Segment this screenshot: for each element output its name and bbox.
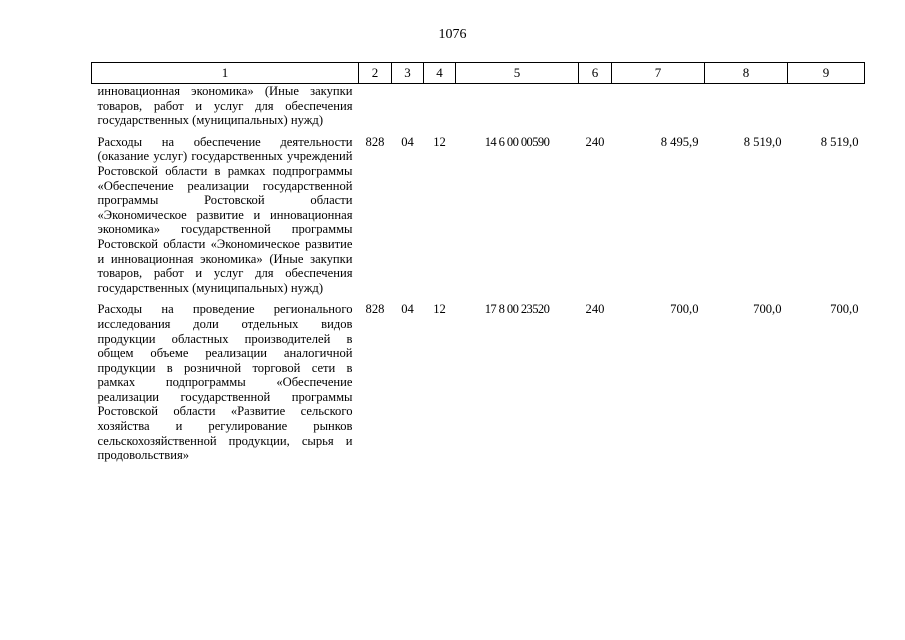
target-item-code: 14 6 00 00590 xyxy=(484,134,550,149)
ministry-code: 828 xyxy=(365,302,385,317)
ministry-code xyxy=(359,84,392,135)
column-header: 6 xyxy=(579,63,612,84)
amount-year-3 xyxy=(788,84,865,135)
table-row xyxy=(92,302,865,470)
amount-year-3: 8 519,0 xyxy=(820,134,859,149)
amount-year-1: 700,0 xyxy=(670,302,699,317)
column-header: 4 xyxy=(424,63,456,84)
section-code: 04 xyxy=(401,302,414,317)
column-header: 9 xyxy=(788,63,865,84)
page-number: 1076 xyxy=(438,27,467,42)
column-header: 7 xyxy=(612,63,705,84)
table-row xyxy=(92,84,865,135)
subsection-code: 12 xyxy=(433,134,446,149)
row-description: инновационная экономика» (Иные закупки товаров, работ и услуг для обеспечения государственных (муниципальных) нужд) xyxy=(97,84,353,128)
expense-type-code xyxy=(579,84,612,135)
section-code: 04 xyxy=(401,134,414,149)
row-description: Расходы на проведение регионального исследования доли отдельных видов продукции областных производителей в общем объеме реализации аналогичной продукции в розничной торговой сети в рамках подпрограммы «Обеспечение реализации государственной программы Ростовской области «Развитие сельского хозяйства и регулирование рынков сельскохозяйственной продукции, сырья и продовольствия» xyxy=(97,302,353,463)
subsection-code: 12 xyxy=(433,302,446,317)
expense-type-code: 240 xyxy=(585,134,605,149)
amount-year-1 xyxy=(612,84,705,135)
ministry-code: 828 xyxy=(365,134,385,149)
expense-type-code: 240 xyxy=(585,302,605,317)
budget-table xyxy=(91,62,865,470)
table-row xyxy=(92,135,865,303)
amount-year-2: 8 519,0 xyxy=(743,134,782,149)
row-description: Расходы на обеспечение деятельности (оказание услуг) государственных учреждений Ростовской области в рамках подпрограммы «Обеспечение реализации государственной программы Ростовской области «Экономическое развитие и инновационная экономика» государственной программы Ростовской области «Экономическое развитие и инновационная экономика» (Иные закупки товаров, работ и услуг для обеспечения государственных (муниципальных) нужд) xyxy=(97,134,353,295)
amount-year-2 xyxy=(705,84,788,135)
section-code xyxy=(392,84,424,135)
amount-year-2: 700,0 xyxy=(753,302,782,317)
amount-year-1: 8 495,9 xyxy=(660,134,699,149)
amount-year-3: 700,0 xyxy=(830,302,859,317)
column-header: 3 xyxy=(392,63,424,84)
column-header: 1 xyxy=(92,63,359,84)
target-item-code xyxy=(456,84,579,135)
column-header: 2 xyxy=(359,63,392,84)
subsection-code xyxy=(424,84,456,135)
column-header: 8 xyxy=(705,63,788,84)
column-header: 5 xyxy=(456,63,579,84)
target-item-code: 17 8 00 23520 xyxy=(484,302,550,317)
table-header-row xyxy=(92,63,865,84)
